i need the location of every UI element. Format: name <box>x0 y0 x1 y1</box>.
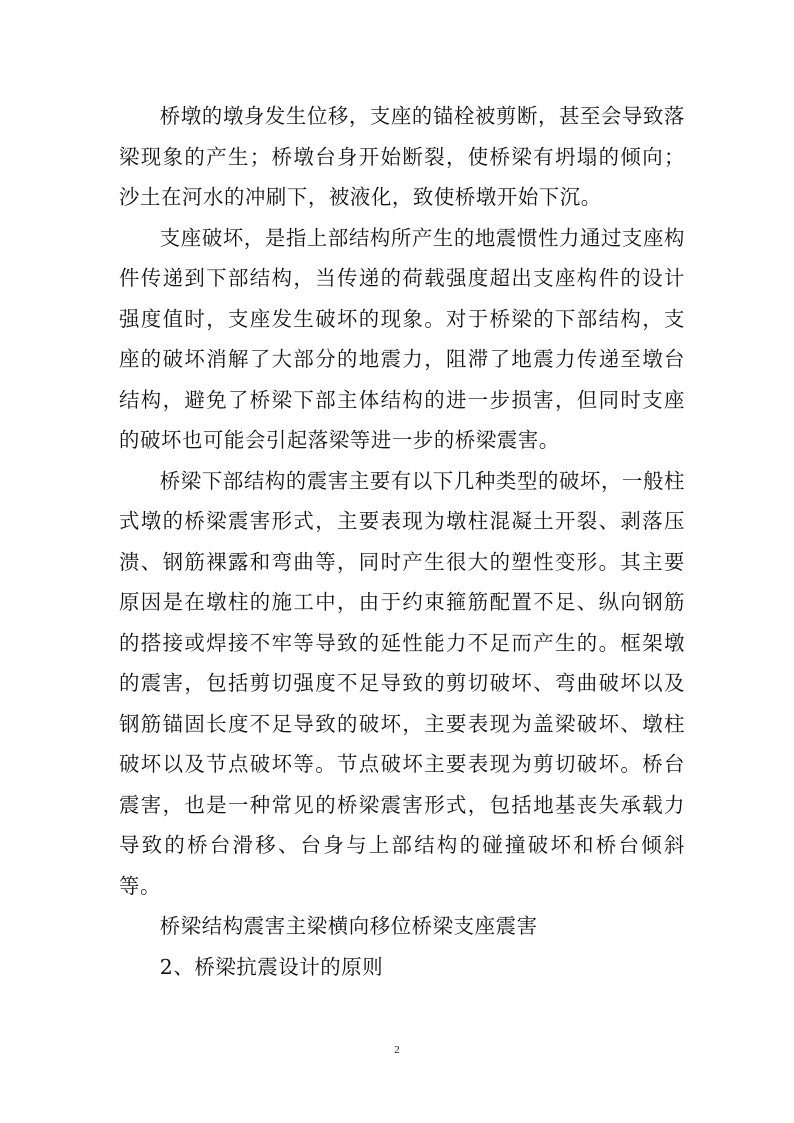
paragraph-bearing-failure: 支座破坏，是指上部结构所产生的地震惯性力通过支座构件传递到下部结构，当传递的荷载强度超出支座构件的设计强度值时，支座发生破坏的现象。对于桥梁的下部结构，支座的破坏消解了大部分的地震力，阻滞了地震力传递至墩台结构，避免了桥梁下部主体结构的进一步损害，但同时支座的破坏也可能会引起落梁等进一步的桥梁震害。 <box>119 225 685 452</box>
paragraph-substructure-damage: 桥梁下部结构的震害主要有以下几种类型的破坏，一般柱式墩的桥梁震害形式，主要表现为墩柱混凝土开裂、剥落压溃、钢筋裸露和弯曲等，同时产生很大的塑性变形。其主要原因是在墩柱的施工中，由于约束箍筋配置不足、纵向钢筋的搭接或焊接不牢等导致的延性能力不足而产生的。框架墩的震害，包括剪切强度不足导致的剪切破坏、弯曲破坏以及钢筋锚固长度不足导致的破坏，主要表现为盖梁破坏、墩柱破坏以及节点破坏等。节点破坏主要表现为剪切破坏。桥台震害，也是一种常见的桥梁震害形式，包括地基丧失承载力导致的桥台滑移、台身与上部结构的碰撞破坏和桥台倾斜等。 <box>119 468 685 898</box>
page-number: 2 <box>394 1044 400 1056</box>
paragraph-pier-displacement: 桥墩的墩身发生位移，支座的锚栓被剪断，甚至会导致落梁现象的产生；桥墩台身开始断裂，使桥梁有坍塌的倾向；沙土在河水的冲刷下，被液化，致使桥墩开始下沉。 <box>119 104 685 209</box>
document-body <box>119 96 685 987</box>
paragraph-damage-types: 桥梁结构震害主梁横向移位桥梁支座震害 <box>159 914 538 938</box>
section-heading-seismic-design-principles: 2、桥梁抗震设计的原则 <box>159 954 384 979</box>
